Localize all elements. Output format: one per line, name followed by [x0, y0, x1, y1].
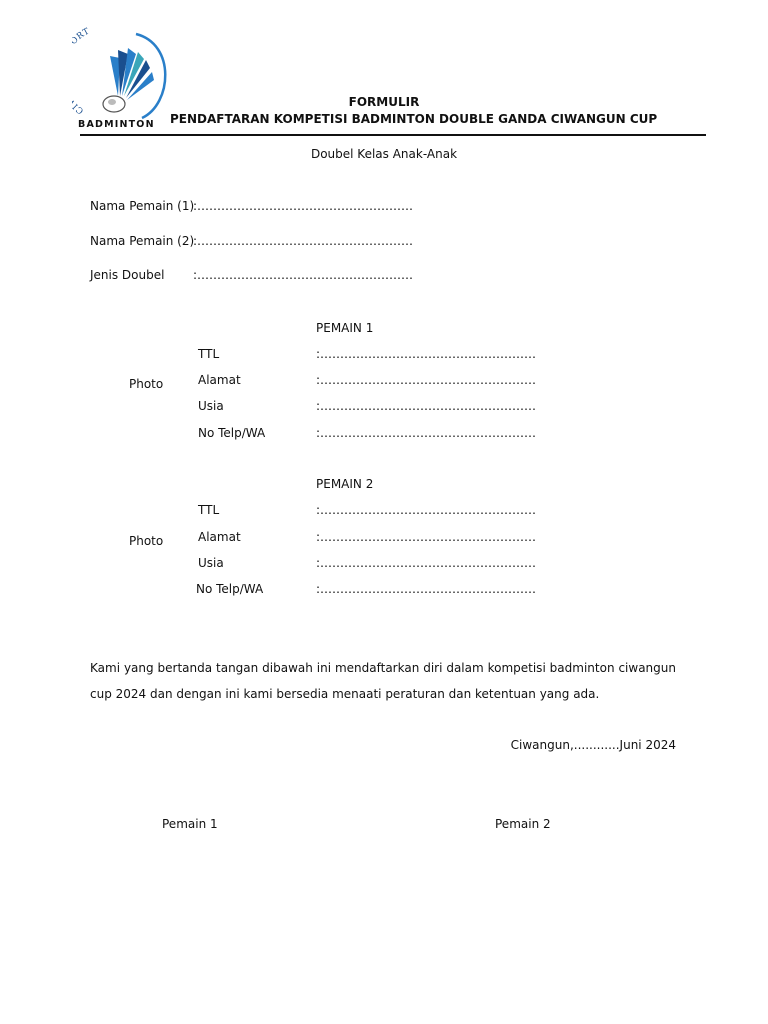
signature-player-1: Pemain 1: [162, 817, 218, 831]
field-label-jenis-doubel: Jenis Doubel: [90, 268, 165, 282]
shuttlecock-logo-icon: [72, 26, 176, 130]
ciwangun-sport-logo: [72, 26, 176, 130]
player-1-telp-value[interactable]: :………………………………………………: [316, 426, 537, 440]
player-2-telp-value[interactable]: :………………………………………………: [316, 582, 537, 596]
player-2-alamat-value[interactable]: :………………………………………………: [316, 530, 537, 544]
player-2-ttl-label: TTL: [198, 503, 220, 517]
field-label-nama-pemain-2: Nama Pemain (2): [90, 234, 195, 248]
header-divider: [80, 134, 706, 136]
player-1-usia-label: Usia: [198, 399, 224, 413]
form-title: FORMULIR: [348, 95, 420, 109]
field-value-nama-pemain-1[interactable]: :………………………………………………: [193, 199, 414, 213]
player-2-heading: PEMAIN 2: [316, 477, 374, 491]
logo-word: BADMINTON: [78, 119, 155, 130]
player-1-usia-value[interactable]: :………………………………………………: [316, 399, 537, 413]
player-1-alamat-value[interactable]: :………………………………………………: [316, 373, 537, 387]
place-date: Ciwangun,............Juni 2024: [510, 738, 676, 752]
player-1-alamat-label: Alamat: [198, 373, 241, 387]
player-2-telp-label: No Telp/WA: [196, 582, 264, 596]
player-1-ttl-value[interactable]: :………………………………………………: [316, 347, 537, 361]
field-value-jenis-doubel[interactable]: :………………………………………………: [193, 268, 414, 282]
statement-paragraph: Kami yang bertanda tangan dibawah ini mendaftarkan diri dalam kompetisi badminton ciwangun cup 2024 dan dengan ini kami bersedia menaati peraturan dan ketentuan yang ada.: [90, 661, 676, 701]
player-1-heading: PEMAIN 1: [316, 321, 374, 335]
category-label: Doubel Kelas Anak-Anak: [310, 147, 458, 161]
player-2-usia-label: Usia: [198, 556, 224, 570]
svg-text:CIWANGUN SPORT: C RT: [74, 26, 92, 116]
form-subtitle: PENDAFTARAN KOMPETISI BADMINTON DOUBLE GANDA CIWANGUN CUP: [170, 112, 658, 126]
player-1-ttl-label: TTL: [198, 347, 220, 361]
field-value-nama-pemain-2[interactable]: :………………………………………………: [193, 234, 414, 248]
player-2-alamat-label: Alamat: [198, 530, 241, 544]
player-2-photo-placeholder: Photo: [129, 534, 164, 548]
player-2-ttl-value[interactable]: :………………………………………………: [316, 503, 537, 517]
player-1-photo-placeholder: Photo: [129, 377, 164, 391]
player-2-usia-value[interactable]: :………………………………………………: [316, 556, 537, 570]
field-label-nama-pemain-1: Nama Pemain (1): [90, 199, 195, 213]
signature-player-2: Pemain 2: [495, 817, 551, 831]
player-1-telp-label: No Telp/WA: [198, 426, 266, 440]
